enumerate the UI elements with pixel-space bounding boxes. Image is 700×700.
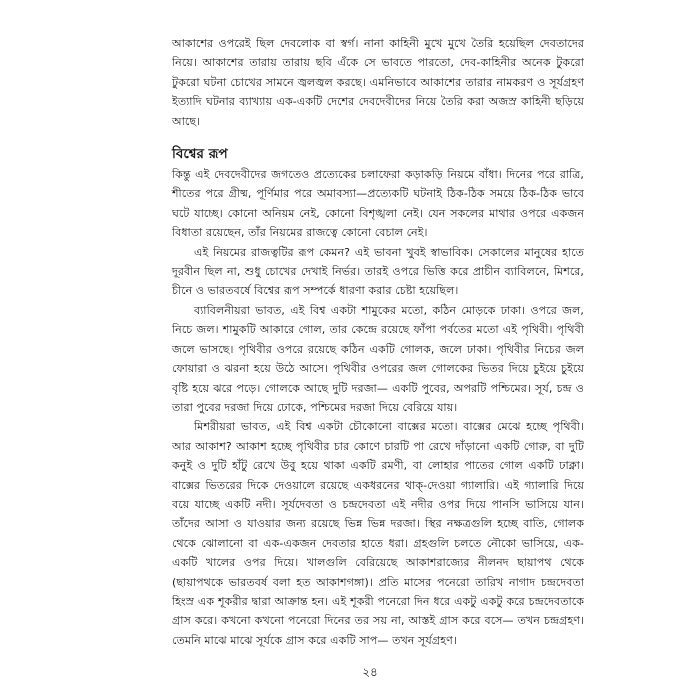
section-heading: বিশ্বের রূপ (172, 146, 228, 163)
body-paragraph: কিন্তু এই দেবদেবীদের জগতেও প্রত্যেকের চলাফেরা কড়াকড়ি নিয়মে বাঁধা। দিনের পরে রাত্রি, শীতের পরে গ্রীষ্ম, পূর্ণিমার পরে অমাবস্যা—প্রত্যেকটি ঘটনাই ঠিক-ঠিক সময়ে ঠিক-ঠিক ভাবে ঘটে যাচ্ছে। কোনো অনিয়ম নেই, কোনো বিশৃঙ্খলা নেই। যেন সকলের মাথার ওপরে একজন বিধাতা রয়েছেন, তাঁর নিয়মের রাজত্বে কোনো বেচাল নেই। (172, 168, 584, 240)
body-paragraph: ব্যাবিলনীয়রা ভাবত, এই বিশ্ব একটা শামুকের মতো, কঠিন মোড়কে ঢাকা। ওপরে জল, নিচে জল। শামুকটি আকারে গোল, তার কেন্দ্রে রয়েছে ফাঁপা পর্বতের মতো এই পৃথিবী। পৃথিবী জলে ভাসছে। পৃথিবীর ওপরে রয়েছে কঠিন একটি গোলক, জলে ঢাকা। পৃথিবীর নিচের জল ফোয়ারা ও ঝরনা হয়ে উঠে আসে। পৃথিবীর ওপরের জল গোলকের ভিতর দিয়ে চুইয়ে চুইয়ে বৃষ্টি হয়ে ঝরে পড়ে। গোলকে আছে দুটি দরজা— একটি পুবের, অপরটি পশ্চিমের। সূর্য, চন্দ্র ও তারা পুবের দরজা দিয়ে ঢোকে, পশ্চিমের দরজা দিয়ে বেরিয়ে যায়। (172, 303, 584, 414)
body-paragraph: মিশরীয়রা ভাবত, এই বিশ্ব একটা চৌকোনো বাক্সের মতো। বাক্সের মেঝে হচ্ছে পৃথিবী। আর আকাশ? আকাশ হচ্ছে পৃথিবীর চার কোণে চারটি পা রেখে দাঁড়ানো একটি গোরু, বা দুটি কনুই ও দুটি হাঁটু রেখে উবু হয়ে থাকা একটি রমণী, বা লোহার পাতের গোল একটি ঢাক্না। বাক্সের ভিতরের দিকে দেওয়ালে রয়েছে একধরনের থাক্-দেওয়া গ্যালারি। এই গ্যালারি দিয়ে বয়ে যাচ্ছে একটি নদী। সূর্যদেবতা ও চন্দ্রদেবতা এই নদীর ওপর দিয়ে পানসি ভাসিয়ে যান। তাঁদের আসা ও যাওয়ার জন্য রয়েছে ভিন্ন ভিন্ন দরজা। স্থির নক্ষত্রগুলি হচ্ছে বাতি, গোলক থেকে ঝোলানো বা এক-একজন দেবতার হাতে ধরা। গ্রহগুলি চলতে নৌকো ভাসিয়ে, এক-একটি খালের ওপর দিয়ে। খালগুলি বেরিয়েছে আকাশরাজ্যের নীলনদ ছায়াপথ থেকে (ছায়াপথকে ভারতবর্ষ বলা হত আকাশগঙ্গা)। প্রতি মাসের পনেরো তারিখ নাগাদ চন্দ্রদেবতা হিংস্র এক শূকরীর দ্বারা আক্রান্ত হন। এই শূকরী পনেরো দিন ধরে একটু একটু করে চন্দ্রদেবতাকে গ্রাস করে। কখনো কখনো পনেরো দিনের তর সয় না, আস্তই গ্রাস করে বসে— তখন চন্দ্রগ্রহণ। তেমনি মাঝে মাঝে সূর্যকে গ্রাস করে একটি সাপ— তখন সূর্যগ্রহণ। (172, 420, 584, 647)
intro-paragraph: আকাশের ওপরেই ছিল দেবলোক বা স্বর্গ। নানা কাহিনী মুখে মুখে তৈরি হয়েছিল দেবতাদের নিয়ে। আকাশের তারায় তারায় ছবি এঁকে সে ভাবতে পারতো, দেব-কাহিনীর অনেক টুকরো টুকরো ঘটনা চোখের সামনে জ্বলজ্বল করছে। এমনিভাবে আকাশের তারার নামকরণ ও সূর্যগ্রহণ ইত্যাদি ঘটনার ব্যাখ্যায় এক-একটি দেশের দেবদেবীদের নিয়ে তৈরি করা অজস্র কাহিনী ছড়িয়ে আছে। (172, 37, 584, 128)
page-number: ২৪ (362, 665, 378, 679)
body-paragraph: এই নিয়মের রাজত্বটির রূপ কেমন? এই ভাবনা খুবই স্বাভাবিক। সেকালের মানুষের হাতে দূরবীন ছিল না, শুধু চোখের দেখাই নির্ভর। তারই ওপরে ভিত্তি করে প্রাচীন ব্যাবিলনে, মিশরে, চীনে ও ভারতবর্ষে বিশ্বের রূপ সম্পর্কে ধারণা করার চেষ্টা হয়েছিল। (172, 245, 584, 298)
